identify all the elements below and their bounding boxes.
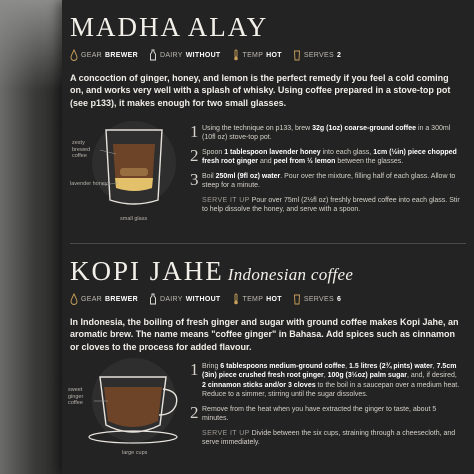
thermometer-icon [232, 49, 240, 61]
recipe-intro: In Indonesia, the boiling of fresh ginger and sugar with ground coffee makes Kopi Jahe, an aromatic brew. The name means "coffee ginger" in Bahasa. Add spices such as cinnamon or cloves to the process for added flavour. [70, 317, 459, 352]
serve-label: SERVE IT UP [202, 429, 250, 437]
recipe-step [190, 124, 462, 143]
recipe-madha-alay [70, 14, 468, 109]
meta-value: HOT [266, 295, 282, 303]
step-text-run: , [323, 372, 328, 380]
recipe-steps [190, 362, 462, 448]
meta-gear [70, 49, 138, 61]
step-number: 2 [190, 402, 199, 422]
meta-label: DAIRY [159, 295, 183, 303]
step-text [202, 124, 462, 143]
section-divider [70, 243, 466, 244]
cup-drawing [62, 355, 192, 465]
small-glass-illustration [62, 118, 192, 228]
step-number: 1 [190, 360, 199, 379]
meta-value: BREWER [105, 51, 138, 59]
meta-value: 2 [336, 51, 342, 59]
recipe-title-text: MADHA ALAY [70, 12, 269, 42]
meta-temp [232, 49, 282, 61]
step-text [202, 172, 462, 191]
serve-text: Pour over 75ml (2½fl oz) freshly brewed coffee into each glass. Stir to help dissolve the honey, and serve with a spoon. [202, 196, 460, 214]
step-ingredient: 100g (3½oz) palm sugar [327, 372, 407, 380]
meta-label: GEAR [81, 295, 103, 303]
meta-serves [293, 49, 341, 61]
drop-icon [70, 293, 78, 305]
drop-icon [70, 49, 78, 61]
step-ingredient: 7.5cm (3in) piece crushed fresh root ginger [202, 363, 457, 380]
step-text-run: and [258, 158, 274, 166]
recipe-title-text: KOPI JAHE [70, 256, 224, 286]
recipe-page [62, 0, 474, 474]
meta-dairy [149, 293, 221, 305]
meta-label: SERVES [303, 51, 334, 59]
serve-it-up [202, 196, 462, 215]
step-text-run: in a 300ml (10fl oz) stove-top pot. [202, 125, 451, 142]
step-text-run: Spoon [202, 148, 225, 156]
step-text-run: to the boil in a saucepan over a medium heat. Reduce to a simmer, stirring until the sugar dissolves. [202, 381, 460, 399]
step-number: 1 [190, 122, 199, 141]
step-text-run: Using the technique on p133, brew [202, 125, 313, 132]
step-text [202, 148, 462, 167]
step-ingredient: 32g (1oz) coarse-ground coffee [312, 125, 416, 132]
recipe-step [190, 145, 462, 167]
step-ingredient: 2 cinnamon sticks and/or 3 cloves [202, 381, 316, 389]
recipe-subtitle: Indonesian coffee [227, 265, 354, 284]
step-text-run: Remove from the heat when you have extracted the ginger to taste, about 5 minutes. [202, 405, 437, 423]
thermometer-icon [232, 293, 240, 305]
step-text-run: , [345, 363, 350, 370]
glass-icon [293, 293, 301, 305]
serve-label: SERVE IT UP [202, 196, 250, 204]
background-photo-highlight [0, 0, 64, 90]
meta-label: GEAR [81, 51, 103, 59]
serve-it-up [202, 429, 462, 448]
large-cup-illustration [62, 355, 192, 465]
step-text-run: , and, if desired, [407, 372, 457, 380]
step-text-run: . Pour over the mixture, filling half of each glass. Allow to steep for a minute. [202, 172, 456, 190]
step-ingredient: 6 tablespoons medium-ground coffee [220, 363, 346, 370]
recipe-meta [70, 293, 468, 305]
recipe-meta [70, 49, 468, 61]
recipe-intro: A concoction of ginger, honey, and lemon is the perfect remedy if you feel a cold coming on, and works very well with a splash of whisky. Using coffee prepared in a stove-top pot (see p133), it makes enough for two small glasses. [70, 73, 451, 108]
meta-label: SERVES [303, 295, 334, 303]
meta-label: DAIRY [159, 51, 183, 59]
figure-caption: large cups [122, 450, 148, 456]
step-text-run: into each glass, [320, 148, 374, 156]
step-text [202, 362, 462, 400]
step-number: 3 [190, 169, 199, 189]
glass-icon [293, 49, 301, 61]
bottle-icon [149, 293, 157, 305]
figure-caption: small glass [120, 216, 148, 222]
figure-label-top: sweet ginger coffee [68, 387, 84, 407]
figure-label-bottom: lavender honey [70, 181, 108, 187]
step-text-run: , [432, 363, 437, 370]
glass-drawing [62, 118, 192, 228]
meta-value: WITHOUT [185, 51, 221, 59]
meta-value: WITHOUT [185, 295, 221, 303]
recipe-step [190, 402, 462, 424]
meta-value: 6 [336, 295, 342, 303]
step-text-run: Boil [202, 172, 216, 180]
step-ingredient: 1cm (½in) piece chopped fresh root ginger [202, 148, 457, 166]
meta-serves [293, 293, 341, 305]
step-number: 2 [190, 145, 199, 165]
meta-temp [232, 293, 282, 305]
recipe-kopi-jahe [70, 258, 468, 353]
recipe-step [190, 362, 462, 400]
figure-label-top: zesty brewed coffee [72, 140, 91, 160]
meta-gear [70, 293, 138, 305]
step-ingredient: peel from ½ lemon [273, 158, 336, 166]
recipe-step [190, 169, 462, 191]
recipe-title [70, 258, 468, 285]
step-ingredient: 250ml (9fl oz) water [215, 172, 281, 180]
bottle-icon [149, 49, 157, 61]
recipe-title [70, 14, 468, 41]
meta-value: BREWER [105, 295, 138, 303]
recipe-steps [190, 124, 462, 215]
meta-value: HOT [266, 51, 282, 59]
serve-text: Divide between the six cups, straining through a cheesecloth, and serve immediately. [202, 429, 456, 447]
meta-label: TEMP [242, 51, 264, 59]
step-text-run: Bring [202, 363, 221, 370]
step-text-run: between the glasses. [335, 158, 404, 166]
meta-label: TEMP [242, 295, 264, 303]
step-text [202, 405, 462, 424]
step-ingredient: 1 tablespoon lavender honey [224, 148, 321, 156]
step-ingredient: 1.5 litres (2¾ pints) water [349, 363, 433, 370]
meta-dairy [149, 49, 221, 61]
